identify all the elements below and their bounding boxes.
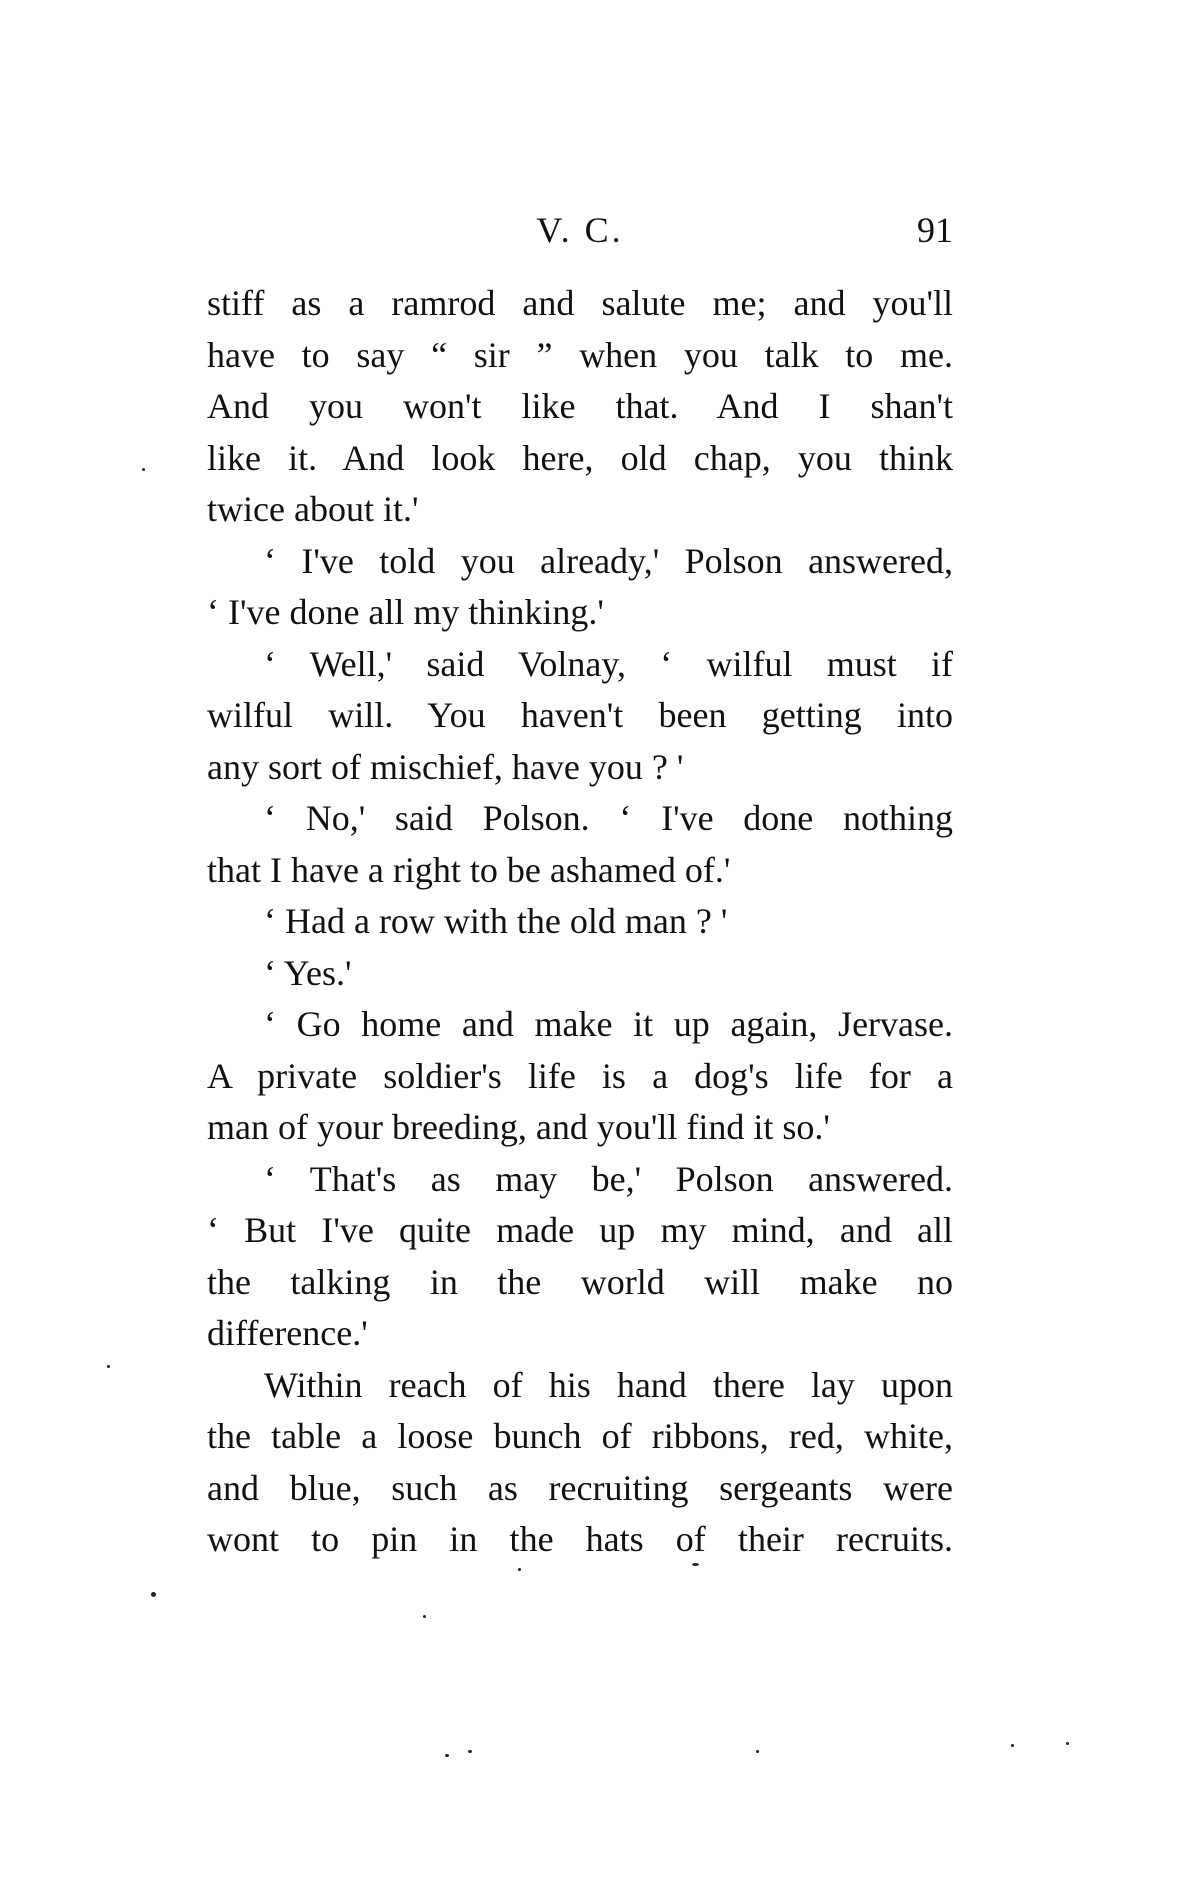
text-line: ‘ But I've quite made up my mind, and all <box>207 1210 953 1250</box>
text-line: the talking in the world will make no <box>207 1261 953 1302</box>
text-line: the table a loose bunch of ribbons, red, white, <box>207 1416 953 1456</box>
scan-speck <box>518 1568 521 1571</box>
text-line: And you won't like that. And I shan't <box>207 386 953 426</box>
scan-speck <box>1066 1742 1069 1745</box>
text-line: wont to pin in the hats of their recruits. <box>207 1519 953 1559</box>
scan-speck <box>107 1365 110 1368</box>
text-line: man of your breeding, and you'll find it so.' <box>207 1107 830 1147</box>
text-line: Within reach of his hand there lay upon <box>264 1364 953 1405</box>
scan-speck <box>151 1592 156 1597</box>
text-line: ‘ Well,' said Volnay, ‘ wilful must if <box>264 643 953 684</box>
text-line: any sort of mischief, have you ? ' <box>207 746 684 787</box>
text-line: like it. And look here, old chap, you think <box>207 437 953 478</box>
body-text <box>207 278 953 1566</box>
text-line: that I have a right to be ashamed of.' <box>207 849 731 890</box>
text-line: wilful will. You haven't been getting into <box>207 695 953 735</box>
text-line: ‘ Go home and make it up again, Jervase. <box>264 1004 953 1044</box>
text-line: ‘ I've done all my thinking.' <box>207 592 604 632</box>
scan-speck <box>445 1754 449 1757</box>
scan-speck <box>423 1615 426 1618</box>
text-line: stiff as a ramrod and salute me; and you'll <box>207 283 953 323</box>
text-line: ‘ Yes.' <box>264 952 352 993</box>
text-line: twice about it.' <box>207 489 419 529</box>
running-title: V. C. <box>536 210 624 250</box>
text-line: ‘ No,' said Polson. ‘ I've done nothing <box>264 798 953 838</box>
text-line: ‘ That's as may be,' Polson answered. <box>264 1158 953 1199</box>
text-line: A private soldier's life is a dog's life for a <box>207 1055 953 1096</box>
text-line: difference.' <box>207 1313 368 1353</box>
scan-speck <box>756 1750 759 1753</box>
scan-speck <box>1011 1744 1014 1747</box>
text-line: ‘ I've told you already,' Polson answered, <box>264 540 953 581</box>
text-line: ‘ Had a row with the old man ? ' <box>264 901 728 941</box>
text-line: have to say “ sir ” when you talk to me. <box>207 334 953 375</box>
text-line: and blue, such as recruiting sergeants were <box>207 1467 953 1508</box>
running-head <box>207 200 953 260</box>
scan-speck <box>142 468 145 471</box>
scan-speck <box>692 1563 699 1566</box>
page-number: 91 <box>917 210 953 250</box>
scan-speck <box>468 1750 472 1753</box>
